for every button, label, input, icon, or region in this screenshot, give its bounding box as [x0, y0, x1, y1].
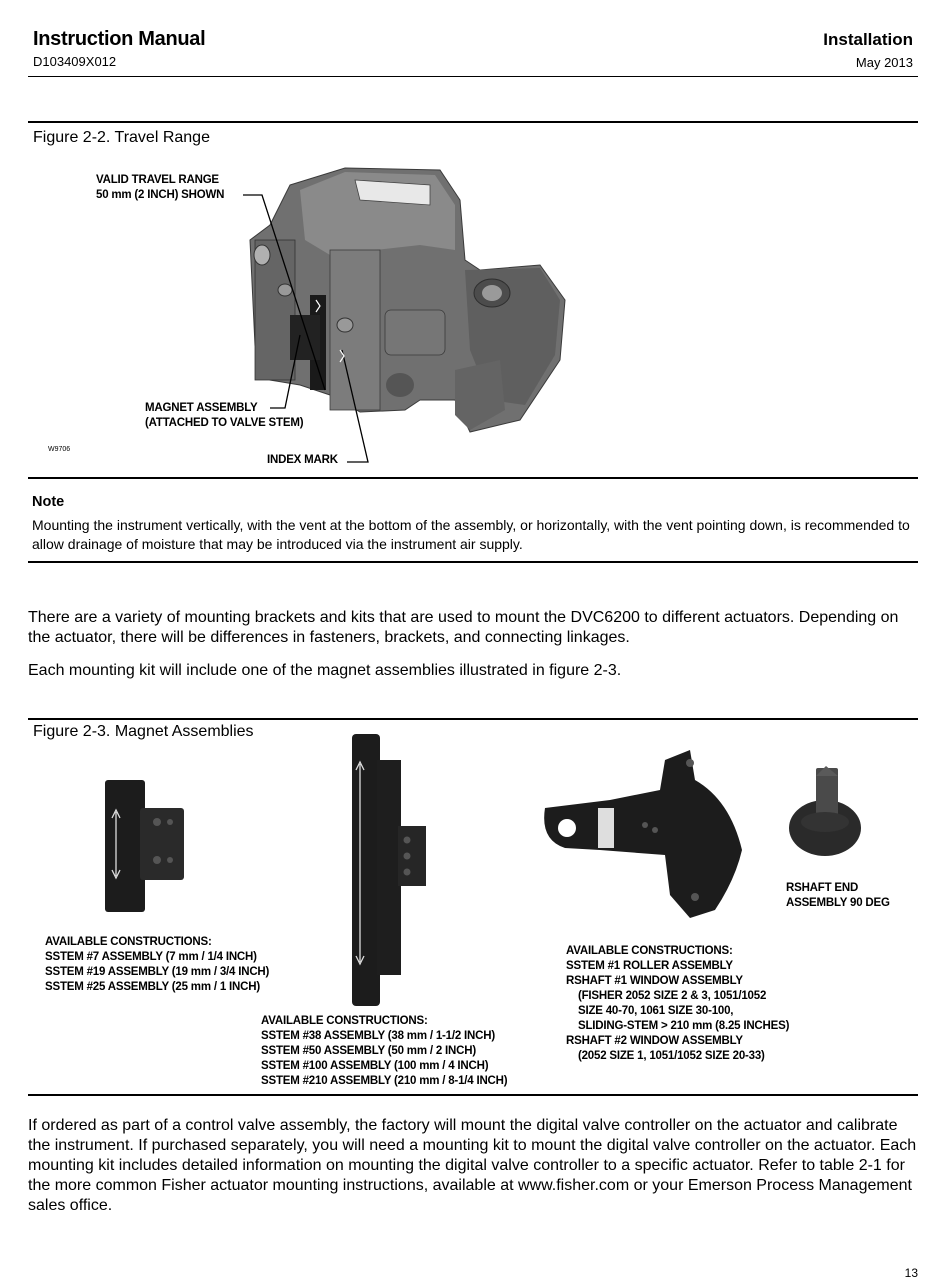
- figure-2-2-title: Figure 2-2. Travel Range: [33, 129, 210, 146]
- document-number: D103409X012: [33, 54, 117, 69]
- valid-travel-range-callout: VALID TRAVEL RANGE 50 mm (2 INCH) SHOWN: [96, 174, 225, 201]
- body-paragraph-3: If ordered as part of a control valve assembly, the factory will mount the digital valve controller on the actuator and calibrate the instrument. If purchased separately, you will need a mounting kit to mount the digital valve controller on the actuator. Each mounting kit includes detailed information on mounting the digital valve controller to a specific actuator. Refer to table 2-1 for the more common Fisher actuator mounting instructions, available at www.fisher.com or your Emerson Process Management sales office.: [28, 1117, 917, 1214]
- rshaft-end-label: RSHAFT END ASSEMBLY 90 DEG: [786, 882, 890, 909]
- note-heading: Note: [32, 494, 65, 510]
- rshaft-window-magnet: [544, 750, 742, 918]
- image-code: W9706: [48, 446, 71, 453]
- manual-title: Instruction Manual: [33, 28, 206, 50]
- small-sstem-magnet: [105, 780, 184, 912]
- long-sstem-constructions-label: AVAILABLE CONSTRUCTIONS: SSTEM #38 ASSEMBLY (38 mm / 1-1/2 INCH) SSTEM #50 ASSEMBLY (50 mm / 2 INCH) SSTEM #100 ASSEMBLY (100 mm / 4 INCH) SSTEM #210 ASSEMBLY (210 mm / 8-1/4 INCH): [261, 1015, 508, 1087]
- figure-2-3-bottom-rule: [28, 1094, 918, 1096]
- rshaft-constructions-label: AVAILABLE CONSTRUCTIONS: SSTEM #1 ROLLER ASSEMBLY RSHAFT #1 WINDOW ASSEMBLY (FISHER 2052 SIZE 2 & 3, 1051/1052 SIZE 40-70, 1061 SIZE 30-100, SLIDING-STEM > 210 mm (8.25 INCHES) RSHAFT #2 WINDOW ASSEMBLY (2052 SIZE 1, 1051/1052 SIZE 20-33): [566, 945, 790, 1062]
- magnet-assembly-callout: MAGNET ASSEMBLY (ATTACHED TO VALVE STEM): [145, 402, 304, 429]
- body-paragraph-2: Each mounting kit will include one of the magnet assemblies illustrated in figure 2-3.: [28, 662, 622, 679]
- section-title: Installation: [823, 30, 913, 49]
- small-sstem-constructions-label: AVAILABLE CONSTRUCTIONS: SSTEM #7 ASSEMBLY (7 mm / 1/4 INCH) SSTEM #19 ASSEMBLY (19 mm / 3/4 INCH) SSTEM #25 ASSEMBLY (25 mm / 1 INCH): [45, 936, 270, 993]
- publication-date: May 2013: [855, 55, 913, 70]
- rshaft-end-magnet: [789, 766, 861, 856]
- long-sstem-magnet: [352, 734, 426, 1006]
- index-mark-callout: INDEX MARK: [267, 454, 338, 466]
- note-body: Mounting the instrument vertically, with the vent at the bottom of the assembly, or horizontally, with the vent pointing down, is recommended to allow drainage of moisture that may be introduced via the instrument air supply.: [32, 517, 910, 552]
- figure-2-3-title: Figure 2-3. Magnet Assemblies: [33, 723, 254, 740]
- page-number: 13: [904, 1266, 918, 1280]
- body-paragraph-1: There are a variety of mounting brackets and kits that are used to mount the DVC6200 to different actuators. Depending on the actuator, there will be differences in fasteners, brackets, and connecting linkages.: [28, 609, 899, 646]
